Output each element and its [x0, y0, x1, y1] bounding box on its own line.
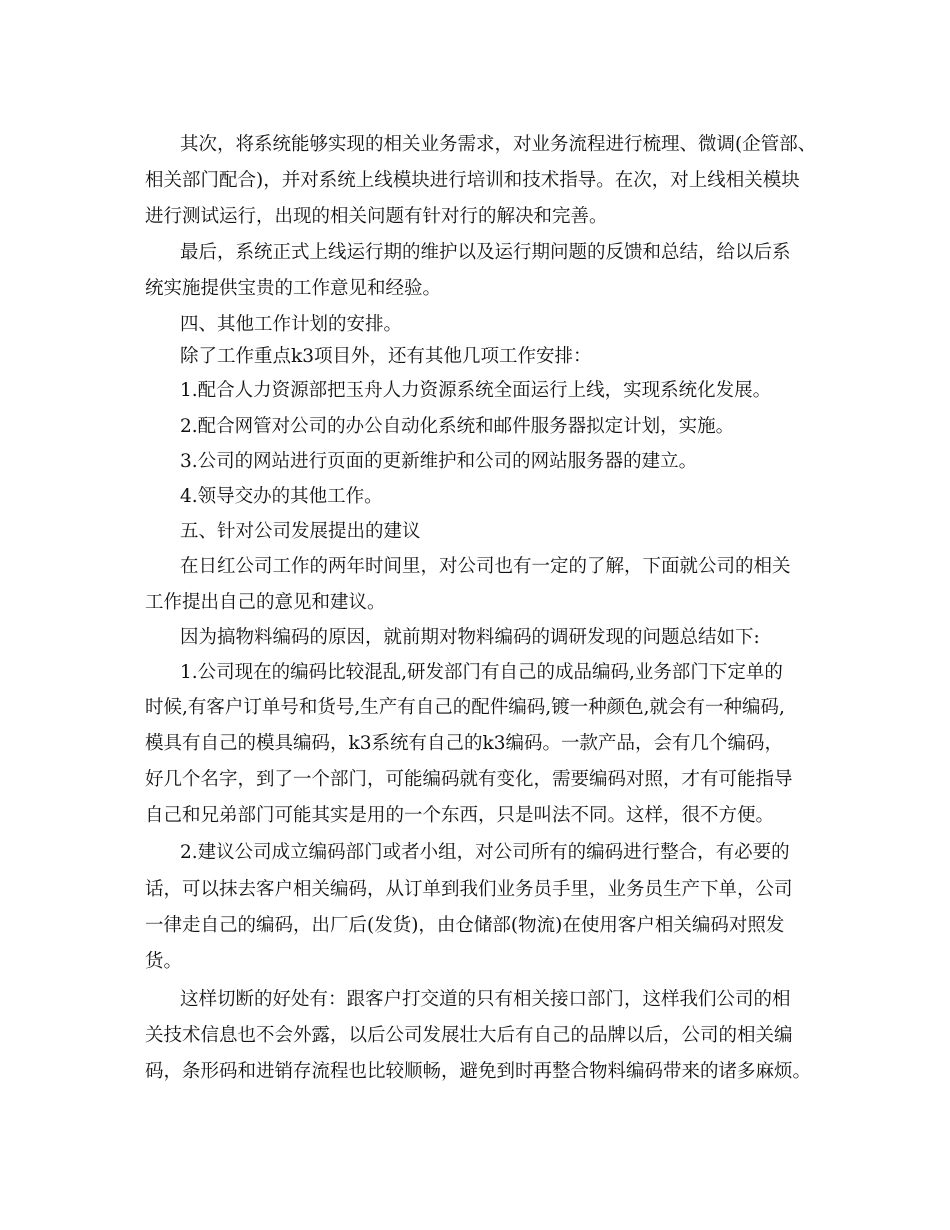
- text-line: 在日红公司工作的两年时间里，对公司也有一定的了解，下面就公司的相关: [180, 556, 791, 577]
- text-line: 统实施提供宝贵的工作意见和经验。: [145, 278, 442, 299]
- list-item: 3.公司的网站进行页面的更新维护和公司的网站服务器的建立。: [180, 451, 698, 472]
- list-item: 1.公司现在的编码比较混乱,研发部门有自己的成品编码,业务部门下定单的: [180, 662, 783, 683]
- text-line: 时候,有客户订单号和货号,生产有自己的配件编码,镀一种颜色,就会有一种编码,: [145, 697, 785, 718]
- text-line: 一律走自己的编码，出厂后(发货)，由仓储部(物流)在使用客户相关编码对照发: [145, 915, 785, 936]
- list-item: 1.配合人力资源部把玉舟人力资源系统全面运行上线，实现系统化发展。: [180, 380, 772, 401]
- list-item: 2.配合网管对公司的办公自动化系统和邮件服务器拟定计划，实施。: [180, 416, 735, 437]
- text-line: 货。: [145, 951, 183, 972]
- text-line: 相关部门配合)，并对系统上线模块进行培训和技术指导。在次，对上线相关模块: [145, 170, 800, 191]
- text-line: 码，条形码和进销存流程也比较顺畅，避免到时再整合物料编码带来的诸多麻烦。: [145, 1061, 812, 1082]
- text-line: 因为搞物料编码的原因，就前期对物料编码的调研发现的问题总结如下:: [180, 627, 760, 648]
- text-line: 自己和兄弟部门可能其实是用的一个东西，只是叫法不同。这样，很不方便。: [145, 805, 775, 826]
- text-line: 工作提出自己的意见和建议。: [145, 592, 386, 613]
- text-line: 好几个名字，到了一个部门，可能编码就有变化，需要编码对照，才有可能指导: [145, 769, 793, 790]
- list-item: 4.领导交办的其他工作。: [180, 486, 383, 507]
- text-line: 最后，系统正式上线运行期的维护以及运行期问题的反馈和总结，给以后系: [180, 242, 791, 263]
- text-line: 话，可以抹去客户相关编码，从订单到我们业务员手里，业务员生产下单，公司: [145, 879, 793, 900]
- text-line: 除了工作重点k3项目外，还有其他几项工作安排：: [180, 346, 592, 367]
- text-line: 模具有自己的模具编码，k3系统有自己的k3编码。一款产品，会有几个编码，: [145, 733, 783, 754]
- text-line: 进行测试运行，出现的相关问题有针对行的解决和完善。: [145, 206, 608, 227]
- text-line: 其次，将系统能够实现的相关业务需求，对业务流程进行梳理、微调(企管部、: [180, 134, 817, 155]
- list-item: 2.建议公司成立编码部门或者小组，对公司所有的编码进行整合，有必要的: [180, 842, 790, 863]
- text-line: 关技术信息也不会外露，以后公司发展壮大后有自己的品牌以后，公司的相关编: [145, 1025, 793, 1046]
- section-heading: 五、针对公司发展提出的建议: [180, 521, 421, 542]
- section-heading: 四、其他工作计划的安排。: [180, 314, 403, 335]
- text-line: 这样切断的好处有：跟客户打交道的只有相关接口部门，这样我们公司的相: [180, 989, 791, 1010]
